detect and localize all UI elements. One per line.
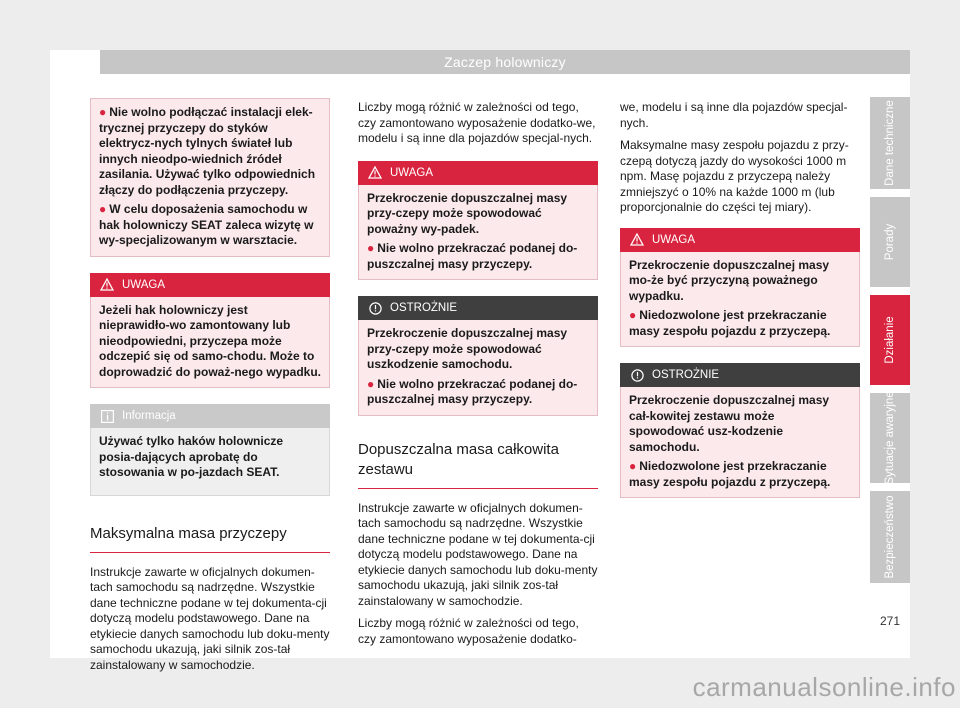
bullet-item: ● Niedozwolone jest przekraczanie masy zespołu pojazdu z przyczepą. bbox=[629, 308, 831, 338]
warning-triangle-icon bbox=[100, 278, 114, 292]
warning-box bbox=[358, 161, 598, 281]
bullet-icon: ● bbox=[367, 376, 375, 391]
column-1 bbox=[90, 98, 330, 680]
body-paragraph: Maksymalne masy zespołu pojazdu z przy-czepą dotyczą jazdy do wysokości 1000 m npm. Masę pojazdu z przyczepą należy zmniejszyć o 10% na każde 1000 m (lub proporcjonalnie do części tej miary). bbox=[620, 138, 849, 214]
body-paragraph: Instrukcje zawarte w oficjalnych dokumen-tach samochodu są nadrzędne. Wszystkie dane techniczne podane w tej dokumenta-cji dotyczą modelu podstawowego. Dane na etykiecie danych samochodu lub doku-menty samochodu ukazują, jaki silnik zos-tał zainstalowany w samochodzie. bbox=[90, 564, 330, 672]
warning-text: Przekroczenie dopuszczalnej masy przy-czepy może spowodować poważny wy-padek. bbox=[367, 190, 568, 236]
bullet-item: ● Nie wolno przekraczać podanej do-puszczalnej masy przyczepy. bbox=[367, 241, 578, 271]
bullet-icon: ● bbox=[629, 308, 637, 322]
body-paragraph: we, modelu i są inne dla pojazdów specjal-nych. bbox=[620, 100, 848, 130]
warning-title: UWAGA bbox=[390, 166, 434, 179]
warning-title: UWAGA bbox=[652, 233, 696, 246]
body-paragraph: Liczby mogą różnić w zależności od tego, czy zamontowano wyposażenie dodatko-we, modelu i są inne dla pojazdów specjal-nych. bbox=[358, 100, 596, 145]
tab-bezpieczenstwo[interactable]: Bezpieczeństwo bbox=[870, 491, 910, 583]
warning-box bbox=[90, 273, 330, 389]
info-icon bbox=[100, 409, 114, 423]
info-box bbox=[90, 404, 330, 496]
caution-circle-icon bbox=[368, 301, 382, 315]
bullet-item: ● Nie wolno podłączać instalacji elek-trycznej przyczepy do styków elektrycz-nych tylnych świateł lub innych nieodpo-wiednich źródeł zasilania. Używać tylko odpowiednich złączy do podłączenia przyczepy. bbox=[99, 105, 316, 197]
warning-title: UWAGA bbox=[122, 278, 166, 291]
body-paragraph: Liczby mogą różnić w zależności od tego, czy zamontowano wyposażenie dodatko- bbox=[358, 616, 579, 646]
bullet-icon: ● bbox=[367, 241, 375, 255]
caution-text: Przekroczenie dopuszczalnej masy cał-kowitej zestawu może spowodować usz-kodzenie samochodu. bbox=[629, 393, 830, 454]
bullet-item: ● Niedozwolone jest przekraczanie masy zespołu pojazdu z przyczepą. bbox=[629, 459, 831, 489]
caution-box bbox=[358, 296, 598, 416]
bullet-box bbox=[90, 98, 330, 257]
manual-page bbox=[50, 50, 910, 672]
column-3 bbox=[620, 100, 860, 498]
caution-title: OSTROŻNIE bbox=[652, 369, 720, 381]
bullet-icon: ● bbox=[99, 105, 107, 119]
page-number: 271 bbox=[879, 614, 901, 628]
watermark-text: carmanualsonline.info bbox=[692, 672, 956, 702]
column-2 bbox=[358, 100, 598, 654]
caution-circle-icon bbox=[630, 368, 644, 382]
tab-sytuacje-awaryjne[interactable]: Sytuacje awaryjne bbox=[870, 393, 910, 483]
body-paragraph: Instrukcje zawarte w oficjalnych dokumen-tach samochodu są nadrzędne. Wszystkie dane techniczne podane w tej dokumenta-cji dotyczą modelu podstawowego. Dane na etykiecie danych samochodu lub doku-menty samochodu ukazują, jaki silnik zos-tał zainstalowany w samochodzie. bbox=[358, 500, 598, 608]
warning-triangle-icon bbox=[368, 166, 382, 180]
info-text: Używać tylko haków holownicze posia-dających aprobatę do stosowania w po-jazdach SEAT. bbox=[99, 434, 284, 479]
warning-text: Przekroczenie dopuszczalnej masy mo-że być przyczyną poważnego wypadku. bbox=[629, 257, 830, 303]
warning-triangle-icon bbox=[630, 233, 644, 247]
tab-dane-techniczne[interactable]: Dane techniczne bbox=[870, 97, 910, 189]
tab-dzialanie[interactable]: Działanie bbox=[870, 295, 910, 385]
caution-box bbox=[620, 363, 860, 498]
bullet-icon: ● bbox=[629, 459, 637, 473]
bullet-icon: ● bbox=[99, 202, 107, 216]
bullet-item: ● Nie wolno przekraczać podanej do-puszczalnej masy przyczepy. bbox=[367, 376, 578, 406]
section-title: Maksymalna masa przyczepy bbox=[90, 524, 330, 553]
caution-title: OSTROŻNIE bbox=[390, 302, 458, 314]
caution-text: Przekroczenie dopuszczalnej masy przy-czepy może spowodować uszkodzenie samochodu. bbox=[367, 326, 568, 371]
tab-porady[interactable]: Porady bbox=[870, 197, 910, 287]
page-header-title: Zaczep holowniczy bbox=[100, 50, 910, 74]
info-title: Informacja bbox=[122, 410, 176, 422]
bullet-item: ● W celu doposażenia samochodu w hak holowniczy SEAT zaleca wizytę w wy-specjalizowanym w warsztacie. bbox=[99, 202, 314, 247]
warning-text: Jeżeli hak holowniczy jest nieprawidło-wo zamontowany lub nieodpowiedni, przyczepa może odczepić się od samo-chodu. Może to doprowadzić do poważ-nego wypadku. bbox=[99, 302, 322, 379]
section-title: Dopuszczalna masa całkowita zestawu bbox=[358, 440, 598, 489]
warning-box bbox=[620, 228, 860, 348]
